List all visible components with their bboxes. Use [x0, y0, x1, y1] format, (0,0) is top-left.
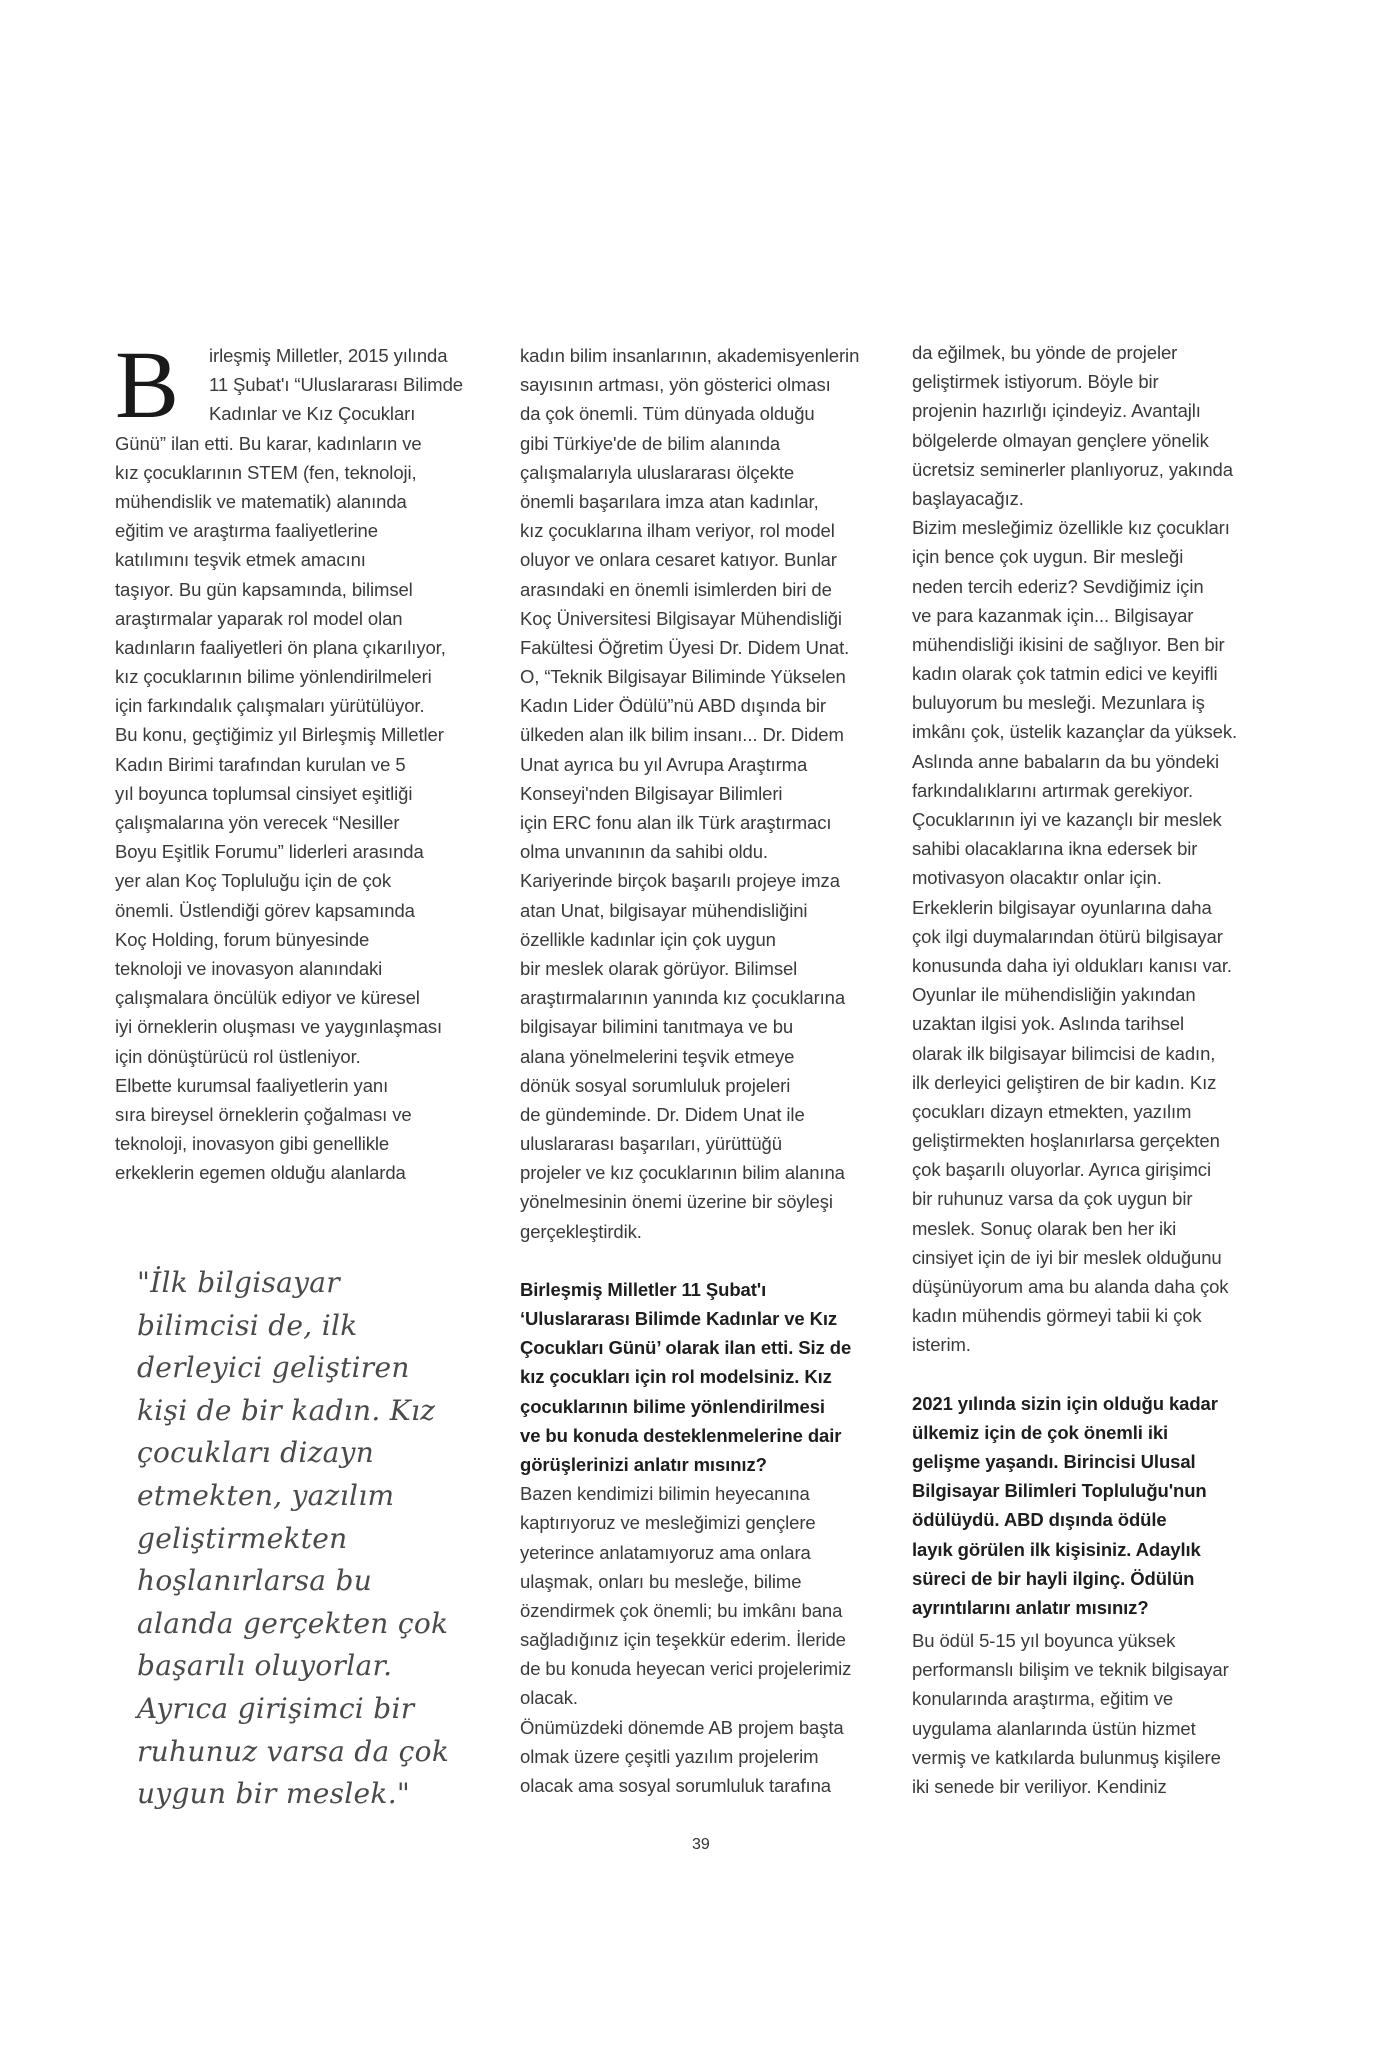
question-line: Çocukları Günü’ olarak ilan etti. Siz de [520, 1337, 852, 1359]
text-line: mühendislik ve matematik) alanında [115, 490, 407, 512]
text-line: neden tercih ederiz? Sevdiğimiz için [912, 575, 1204, 597]
text-line: atan Unat, bilgisayar mühendisliğini [520, 899, 808, 921]
body-paragraph [115, 429, 495, 1188]
question-line: gelişme yaşandı. Birincisi Ulusal [912, 1450, 1196, 1472]
text-line: Bu ödül 5-15 yıl boyunca yüksek [912, 1630, 1176, 1652]
pull-quote [137, 1262, 497, 1816]
question-line: Bilgisayar Bilimleri Topluluğu'nun [912, 1480, 1207, 1502]
question-line: ve bu konuda desteklenmelerine dair [520, 1424, 842, 1446]
text-line: de bu konuda heyecan verici projelerimiz [520, 1658, 852, 1680]
text-line: önemli başarılara imza atan kadınlar, [520, 490, 819, 512]
question-line: Birleşmiş Milletler 11 Şubat'ı [520, 1278, 767, 1300]
text-line: bilgisayar bilimini tanıtmaya ve bu [520, 1016, 794, 1038]
text-line: için bence çok uygun. Bir mesleği [912, 546, 1184, 568]
text-line: çalışmalarıyla uluslararası ölçekte [520, 461, 795, 483]
text-line: iki senede bir veriliyor. Kendiniz [912, 1776, 1167, 1797]
text-line: Bizim mesleğimiz özellikle kız çocukları [912, 517, 1230, 539]
text-line: ülkeden alan ilk bilim insanı... Dr. Didem [520, 724, 844, 746]
quote-line: kişi de bir kadın. Kız [137, 1393, 436, 1427]
text-line: kadın olarak çok tatmin edici ve keyifli [912, 663, 1218, 685]
question-line: ülkemiz için de çok önemli iki [912, 1421, 1169, 1443]
text-line: Bazen kendimizi bilimin heyecanına [520, 1483, 810, 1505]
quote-line: alanda gerçekten çok [137, 1606, 449, 1640]
text-line: bir meslek olarak görüyor. Bilimsel [520, 957, 798, 979]
text-line: kadınların faaliyetleri ön plana çıkarılıyor, [115, 636, 446, 658]
text-line: Boyu Eşitlik Forumu” liderleri arasında [115, 841, 424, 863]
text-line: olma unvanının da sahibi oldu. [520, 841, 768, 863]
text-line: Kadın Lider Ödülü”nü ABD dışında bir [520, 695, 826, 717]
text-line: Bu konu, geçtiğimiz yıl Birleşmiş Milletler [115, 724, 444, 746]
text-line: performanslı bilişim ve teknik bilgisayar [912, 1659, 1229, 1681]
text-line: konusunda daha iyi oldukları kanısı var. [912, 954, 1232, 976]
text-line: Oyunlar ile mühendisliğin yakından [912, 984, 1196, 1006]
text-line: düşünüyorum ama bu alanda daha çok [912, 1276, 1229, 1297]
text-line: Koç Holding, forum bünyesinde [115, 928, 370, 950]
text-line: iyi örneklerin oluşması ve yaygınlaşması [115, 1016, 443, 1038]
text-line: arasındaki en önemli isimlerden biri de [520, 578, 832, 600]
text-line: kız çocuklarının bilime yönlendirilmeleri [115, 666, 432, 688]
text-line: ulaşmak, onları bu mesleğe, bilime [520, 1570, 802, 1592]
interview-answer [520, 1479, 890, 1800]
text-line: isterim. [912, 1334, 971, 1356]
text-line: araştırmalar yaparak rol model olan [115, 607, 403, 629]
text-line: projeler ve kız çocuklarının bilim alanına [520, 1162, 845, 1184]
text-line: yeterince anlatamıyoruz ama onlara [520, 1541, 811, 1563]
text-line: da eğilmek, bu yönde de projeler [912, 342, 1178, 363]
text-line: sıra bireysel örneklerin çoğalması ve [115, 1103, 412, 1125]
text-line: Elbette kurumsal faaliyetlerin yanı [115, 1074, 389, 1096]
text-line: sayısının artması, yön gösterici olması [520, 374, 831, 396]
text-line: yönelmesinin önemi üzerine bir söyleşi [520, 1191, 833, 1213]
middle-column [520, 341, 890, 1800]
text-line: mühendisliği ikisini de sağlıyor. Ben bir [912, 633, 1225, 655]
quote-line: hoşlanırlarsa bu [137, 1564, 373, 1598]
text-line: Fakültesi Öğretim Üyesi Dr. Didem Unat. [520, 636, 850, 658]
interview-answer [912, 1626, 1302, 1801]
text-line: da çok önemli. Tüm dünyada olduğu [520, 403, 815, 425]
text-line: imkânı çok, üstelik kazançlar da yüksek. [912, 721, 1238, 743]
text-line: vermiş ve katkılarda bulunmuş kişilere [912, 1746, 1221, 1768]
text-line: olacak. [520, 1687, 578, 1709]
right-column [912, 338, 1302, 1801]
quote-line: bilimcisi de, ilk [137, 1308, 358, 1342]
text-line: için dönüştürücü rol üstleniyor. [115, 1045, 361, 1067]
interview-question [520, 1275, 890, 1479]
text-line: özendirmek çok önemli; bu imkânı bana [520, 1599, 843, 1621]
text-line: özellikle kadınlar için çok uygun [520, 928, 776, 950]
body-paragraph [912, 338, 1302, 1360]
interview-question [912, 1389, 1302, 1623]
text-line: bölgelerde olmayan gençlere yönelik [912, 429, 1209, 451]
text-line: projenin hazırlığı içindeyiz. Avantajlı [912, 400, 1201, 422]
quote-line: etmekten, yazılım [137, 1478, 395, 1512]
text-line: ücretsiz seminerler planlıyoruz, yakında [912, 458, 1233, 480]
text-line: olarak ilk bilgisayar bilimcisi de kadın, [912, 1042, 1216, 1064]
text-line: sağladığınız için teşekkür ederim. İleride [520, 1629, 846, 1651]
text-line: O, “Teknik Bilgisayar Biliminde Yükselen [520, 666, 846, 688]
text-line: çocukları dizayn etmekten, yazılım [912, 1100, 1192, 1122]
text-line: kaptırıyoruz ve mesleğimizi gençlere [520, 1512, 816, 1534]
text-line: ilk derleyici geliştiren de bir kadın. Kız [912, 1071, 1217, 1093]
text-line: dönük sosyal sorumluluk projeleri [520, 1074, 791, 1096]
text-line: Günü” ilan etti. Bu karar, kadınların ve [115, 432, 422, 454]
text-line: Aslında anne babaların da bu yöndeki [912, 750, 1220, 772]
text-line: alana yönelmelerini teşvik etmeye [520, 1045, 795, 1067]
quote-line: derleyici geliştiren [137, 1351, 410, 1385]
quote-line: "İlk bilgisayar [137, 1266, 340, 1299]
text-line: kız çocuklarına ilham veriyor, rol model [520, 520, 835, 542]
paragraph-gap [912, 1360, 1302, 1389]
text-line: çok başarılı oluyorlar. Ayrıca girişimci [912, 1159, 1211, 1181]
text-line: Kadın Birimi tarafından kurulan ve 5 [115, 753, 406, 775]
paragraph-gap [520, 1246, 890, 1275]
text-line: önemli. Üstlendiği görev kapsamında [115, 899, 415, 921]
question-line: süreci de bir hayli ilginç. Ödülün [912, 1567, 1195, 1589]
text-line: Unat ayrıca bu yıl Avrupa Araştırma [520, 753, 808, 775]
question-line: kız çocukları için rol modelsiniz. Kız [520, 1366, 832, 1388]
text-line: gerçekleştirdik. [520, 1220, 642, 1242]
text-line: için farkındalık çalışmaları yürütülüyor. [115, 695, 425, 717]
text-line: çok ilgi duymalarından ötürü bilgisayar [912, 925, 1223, 947]
text-line: olacak ama sosyal sorumluluk tarafına [520, 1775, 831, 1796]
text-line: kadın mühendis görmeyi tabii ki çok [912, 1305, 1202, 1327]
text-line: taşıyor. Bu gün kapsamında, bilimsel [115, 578, 413, 600]
text-line: olmak üzere çeşitli yazılım projelerim [520, 1745, 819, 1767]
text-line: konularında araştırma, eğitim ve [912, 1688, 1174, 1710]
quote-line: uygun bir meslek." [137, 1777, 411, 1811]
text-line: buluyorum bu mesleği. Mezunlara iş [912, 692, 1205, 714]
text-line: uluslararası başarıları, yürüttüğü [520, 1133, 782, 1155]
question-line: görüşlerinizi anlatır mısınız? [520, 1453, 767, 1475]
question-line: 2021 yılında sizin için olduğu kadar [912, 1392, 1218, 1414]
quote-line: Ayrıca girişimci bir [137, 1691, 415, 1725]
text-line: Önümüzdeki dönemde AB projem başta [520, 1716, 844, 1738]
text-line: cinsiyet için de iyi bir meslek olduğunu [912, 1246, 1222, 1268]
text-line: uygulama alanlarında üstün hizmet [912, 1717, 1196, 1739]
text-line: çalışmalarına yön verecek “Nesiller [115, 812, 400, 833]
text-line: bir ruhunuz varsa da çok uygun bir [912, 1188, 1193, 1210]
text-line: çalışmalara öncülük ediyor ve küresel [115, 987, 420, 1009]
question-line: ayrıntılarını anlatır mısınız? [912, 1596, 1149, 1618]
text-line: Konseyi'nden Bilgisayar Bilimleri [520, 782, 783, 804]
text-line: Çocuklarının iyi ve kazançlı bir meslek [912, 809, 1222, 830]
text-line: katılımını teşvik etmek amacını [115, 549, 366, 571]
text-line: teknoloji, inovasyon gibi genellikle [115, 1133, 390, 1155]
drop-cap: B [115, 331, 179, 438]
text-line: Erkeklerin bilgisayar oyunlarına daha [912, 896, 1212, 918]
quote-line: ruhunuz varsa da çok [137, 1734, 450, 1768]
text-line: Koç Üniversitesi Bilgisayar Mühendisliği [520, 607, 842, 629]
text-line: de gündeminde. Dr. Didem Unat ile [520, 1103, 805, 1125]
question-line: çocuklarının bilime yönlendirilmesi [520, 1395, 825, 1417]
text-line: ve para kazanmak için... Bilgisayar [912, 604, 1194, 626]
text-line: Kariyerinde birçok başarılı projeye imza [520, 870, 840, 892]
question-line: ödülüydü. ABD dışında ödüle [912, 1509, 1167, 1531]
left-column [115, 331, 495, 1187]
text-line: meslek. Sonuç olarak ben her iki [912, 1217, 1177, 1239]
text-line: yıl boyunca toplumsal cinsiyet eşitliği [115, 782, 413, 804]
body-paragraph [520, 341, 890, 1246]
text-line: irleşmiş Milletler, 2015 yılında [209, 345, 448, 366]
text-line: geliştirmekten hoşlanırlarsa gerçekten [912, 1130, 1220, 1152]
text-line: sahibi olacaklarına ikna edersek bir [912, 838, 1198, 860]
text-line: oluyor ve onlara cesaret katıyor. Bunlar [520, 549, 837, 571]
text-line: için ERC fonu alan ilk Türk araştırmacı [520, 812, 832, 833]
quote-line: çocukları dizayn [137, 1436, 375, 1470]
text-line: farkındalıklarını artırmak gerekiyor. [912, 779, 1194, 801]
question-line: ‘Uluslararası Bilimde Kadınlar ve Kız [520, 1308, 838, 1329]
text-line: kadın bilim insanlarının, akademisyenlerin [520, 345, 860, 366]
text-line: kız çocuklarının STEM (fen, teknoloji, [115, 461, 417, 483]
text-line: teknoloji ve inovasyon alanındaki [115, 957, 383, 979]
text-line: motivasyon olacaktır onlar için. [912, 867, 1162, 889]
text-line: geliştirmek istiyorum. Böyle bir [912, 371, 1159, 393]
text-line: 11 Şubat'ı “Uluslararası Bilimde [209, 374, 463, 396]
text-line: eğitim ve araştırma faaliyetlerine [115, 520, 378, 542]
page-number: 39 [692, 1836, 710, 1853]
text-line: uzaktan ilgisi yok. Aslında tarihsel [912, 1013, 1184, 1035]
text-line: gibi Türkiye'de de bilim alanında [520, 432, 781, 454]
text-line: araştırmalarının yanında kız çocuklarına [520, 987, 846, 1009]
text-line: başlayacağız. [912, 487, 1024, 509]
text-line: yer alan Koç Topluluğu için de çok [115, 870, 391, 892]
text-line: Kadınlar ve Kız Çocukları [209, 403, 416, 425]
quote-line: başarılı oluyorlar. [137, 1649, 393, 1683]
question-line: layık görülen ilk kişisiniz. Adaylık [912, 1538, 1201, 1560]
text-line: erkeklerin egemen olduğu alanlarda [115, 1162, 406, 1184]
quote-line: geliştirmekten [137, 1521, 348, 1555]
